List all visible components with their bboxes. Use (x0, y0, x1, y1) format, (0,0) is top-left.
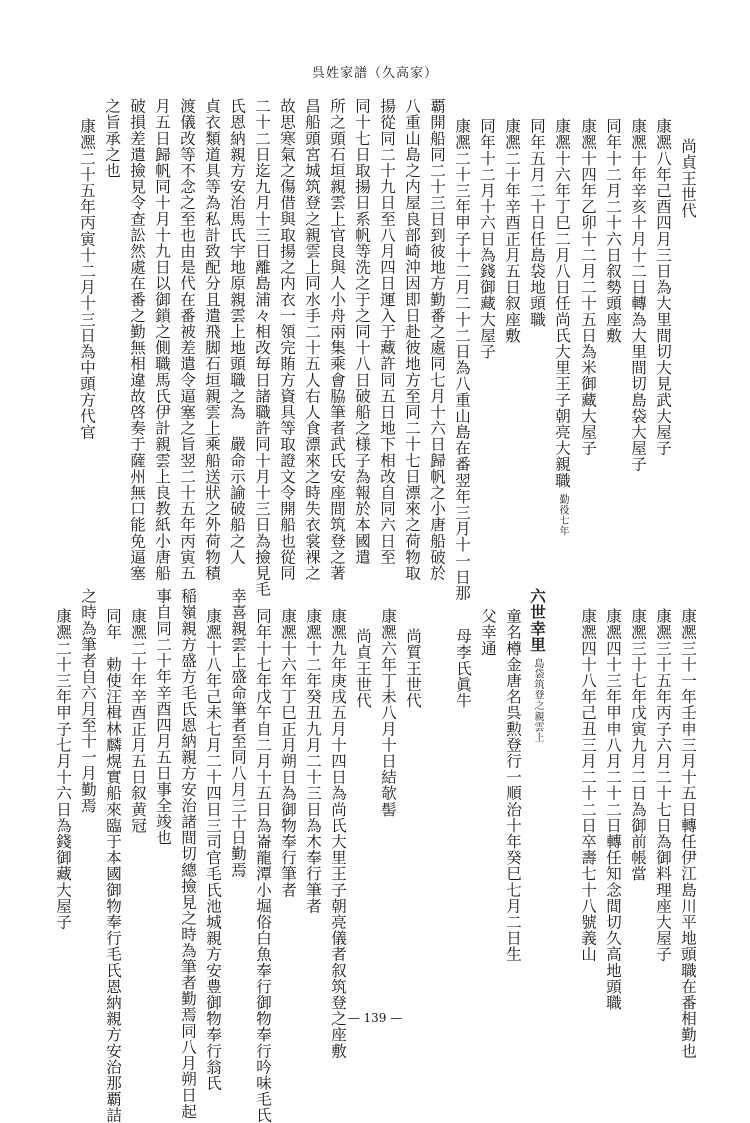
upper-text-block (74, 98, 700, 601)
page-header: 呉姓家譜（久高家） (311, 66, 438, 81)
column-text: 康凞二十年辛酉正月五日叙座敷 (503, 118, 521, 344)
column-text: 幸喜親雲上盛命筆者至同八月三十日勤焉 (229, 588, 247, 878)
column-text: 康凞二十五年丙寅十二月十三日為中頭方代官 (78, 118, 96, 440)
text-column (199, 98, 224, 581)
text-column (200, 588, 225, 1091)
column-text: 康凞二十年辛酉正月五日叙黄冠 (129, 608, 147, 834)
text-column (650, 98, 675, 578)
column-text: 康凞三十一年壬申三月十五日轉任伊江島川平地頭職在番相勤也 (679, 608, 697, 1059)
text-column (500, 588, 525, 1008)
column-text: 父幸通 (479, 608, 497, 657)
text-column (524, 98, 549, 578)
column-text: 康凞二十三年甲子十二月二十二日為八重山島在番翌年三月十一日那 (453, 118, 471, 601)
text-column (124, 98, 149, 581)
text-column (575, 588, 600, 1008)
column-text: 康凞四十三年甲申八月二十二日轉任知念間切久高地頭職 (604, 608, 622, 1011)
column-text: 昌船頭宮城筑登之親雲上同水手二十五人右人食漂來之時失衣裳裸之 (303, 98, 321, 581)
text-column (399, 98, 424, 581)
column-text: 同年五月二十日任島袋地頭職 (528, 118, 546, 328)
column-text: 貞衣類道具等為私計致配分且遣飛脚石垣親雲上乘船送狀之外荷物積 (203, 98, 221, 581)
column-text: 尚貞王世代 (679, 138, 697, 219)
column-text: 同年十二月十六日為錢御藏大屋子 (478, 118, 496, 360)
column-note: 島袋筑登之親雲上 (532, 658, 543, 744)
page-number: — 139 — (347, 1011, 403, 1025)
column-text: 氏恩納親方安治馬氏宇地原親雲上地頭職之為 嚴命示諭破船之人 (228, 98, 246, 565)
text-column (600, 98, 625, 578)
column-text: 所之頭石垣親雲上官良與人小舟兩集乘會脇筆者武氏安座間筑登之著 (328, 98, 346, 581)
text-column (549, 98, 575, 578)
column-text: 八重山島之内屋良部崎沖因即日赴彼地方至同二十七日漂來之荷物取 (403, 98, 421, 581)
text-column (474, 98, 499, 578)
column-text: 同年 勅使汪楫林麟熀實船來臨于本國御物奉行毛氏恩納親方安治那覇詰 (104, 608, 122, 1123)
text-column (600, 588, 625, 1011)
column-text: 康凞二十三年甲子七月十六日為錢御藏大屋子 (54, 608, 72, 930)
column-text: 稲嶺親方盛方毛氏恩納親方安治諸間切總撿見之時為筆者勤焉同八月朔日起 (179, 588, 197, 1120)
column-text: 康凞三十五年丙子六月二十七日為御料理座大屋子 (654, 608, 672, 963)
column-text: 二十二日迄九月十三日離島浦々相改毎日諸職許同十月十三日為撿見毛 (253, 98, 271, 598)
column-text: 尚貞王世代 (354, 628, 372, 709)
text-column (675, 588, 700, 1059)
text-column (475, 588, 500, 1008)
text-column (249, 98, 274, 598)
column-text: 六世幸里 (528, 588, 547, 653)
column-text: 康凞三十七年戊寅九月二日為御前帳當 (629, 608, 647, 882)
text-column (75, 588, 100, 1008)
column-note: 勤役七年 (557, 494, 568, 537)
text-column (74, 98, 99, 578)
column-text: 之旨承之也 (103, 98, 121, 179)
column-text: 同年十七年戊午自二月十五日為崙龍潭小堀俗白魚奉行御物奉行吟味毛氏 (254, 608, 272, 1123)
text-column (449, 98, 474, 601)
column-text: 康凞十四年乙卯十二月二十五日為米御藏大屋子 (579, 118, 597, 457)
text-column (675, 98, 700, 578)
text-column (350, 588, 375, 1008)
text-column (650, 588, 675, 1008)
text-column (50, 588, 75, 1008)
column-text: 童名樽金唐名呉勲登行一順治十年癸巳七月二日生 (504, 608, 522, 963)
text-column (450, 588, 475, 1008)
column-text: 同十七日取揚日系帆等洗之于之同十八日破船之様子為報於本國遣 (353, 98, 371, 565)
column-text: 康凞六年丁未八月十日結欹髻 (379, 608, 397, 818)
text-column (250, 588, 275, 1123)
text-column (149, 98, 174, 581)
column-text: 康凞十年辛亥十月十二日轉為大里間切島袋大屋子 (629, 118, 647, 473)
text-column (274, 98, 299, 581)
text-column (225, 588, 250, 1008)
column-text: 故思寒氣之傷借與取揚之内衣一領完賄方資具等取證文令開船也從同 (278, 98, 296, 581)
text-column (324, 98, 349, 581)
text-column (99, 98, 124, 578)
column-text: 渡儀改等不念之至也由是代在番被差遣令逼塞之旨翌二十五年丙寅五 (178, 98, 196, 581)
text-column (100, 588, 125, 1123)
text-column (425, 588, 450, 1008)
column-text: 之時為筆者自六月至十一月勤焉 (79, 588, 97, 814)
column-text: 尚質王世代 (404, 628, 422, 709)
text-column (125, 588, 150, 1008)
text-column (424, 98, 449, 581)
text-column (299, 98, 324, 581)
text-column (275, 588, 300, 1008)
text-column (374, 98, 399, 578)
text-column (325, 588, 350, 1059)
column-text: 康凞十六年丁巳正月朔日為御物奉行筆者 (279, 608, 297, 898)
text-column (525, 588, 550, 1008)
column-text: 月五日歸帆同十月十九日以御鎖之側職馬氏伊計親雲上良教紙小唐船 (153, 98, 171, 581)
text-column (150, 588, 175, 1008)
column-text: 母李氏眞牛 (454, 628, 472, 709)
column-text (554, 588, 572, 604)
column-text: 康凞八年己酉四月三日為大里間切大見武大屋子 (654, 118, 672, 457)
column-text: 康凞四十八年己丑三月二十二日卒壽七十八號義山 (579, 608, 597, 963)
column-text: 同年十二月二十六日叙勢頭座敷 (604, 118, 622, 344)
text-column (175, 588, 200, 1120)
text-column (575, 98, 600, 578)
text-column (499, 98, 524, 578)
text-column (375, 588, 400, 1008)
column-text: 覇開船同二十三日到彼地方勤番之處同七月十六日歸帆之小唐船破於 (428, 98, 446, 581)
text-column (400, 588, 425, 1008)
text-column (349, 98, 374, 578)
text-column (625, 588, 650, 1008)
text-column (224, 98, 249, 578)
column-text: 破損差遣撿見令查訟然處在番之勤無相違故啓奏于薩州無口能免逼塞 (128, 98, 146, 581)
column-text: 揚從同二十九日至八月四日運入于藏許同五日地下相改自同六日至 (378, 98, 396, 565)
text-column (174, 98, 199, 581)
text-column (625, 98, 650, 578)
column-text: 康凞十二年癸丑九月二十三日為木奉行筆者 (304, 608, 322, 914)
column-text (429, 588, 447, 604)
column-text: 康凞十六年丁巳二月八日任尚氏大里王子朝亮大親職 (553, 118, 571, 489)
column-text: 康凞九年庚戌五月十四日為尚氏大里王子朝亮儀者叙筑登之座敷 (329, 608, 347, 1059)
text-column (550, 588, 575, 1008)
column-text: 康凞十八年己未七月二十四日三司官毛氏池城親方安豊御物奉行翁氏 (204, 608, 222, 1091)
column-text: 事自同二十年辛酉四月五日事全竣也 (154, 588, 172, 846)
text-column (300, 588, 325, 1008)
